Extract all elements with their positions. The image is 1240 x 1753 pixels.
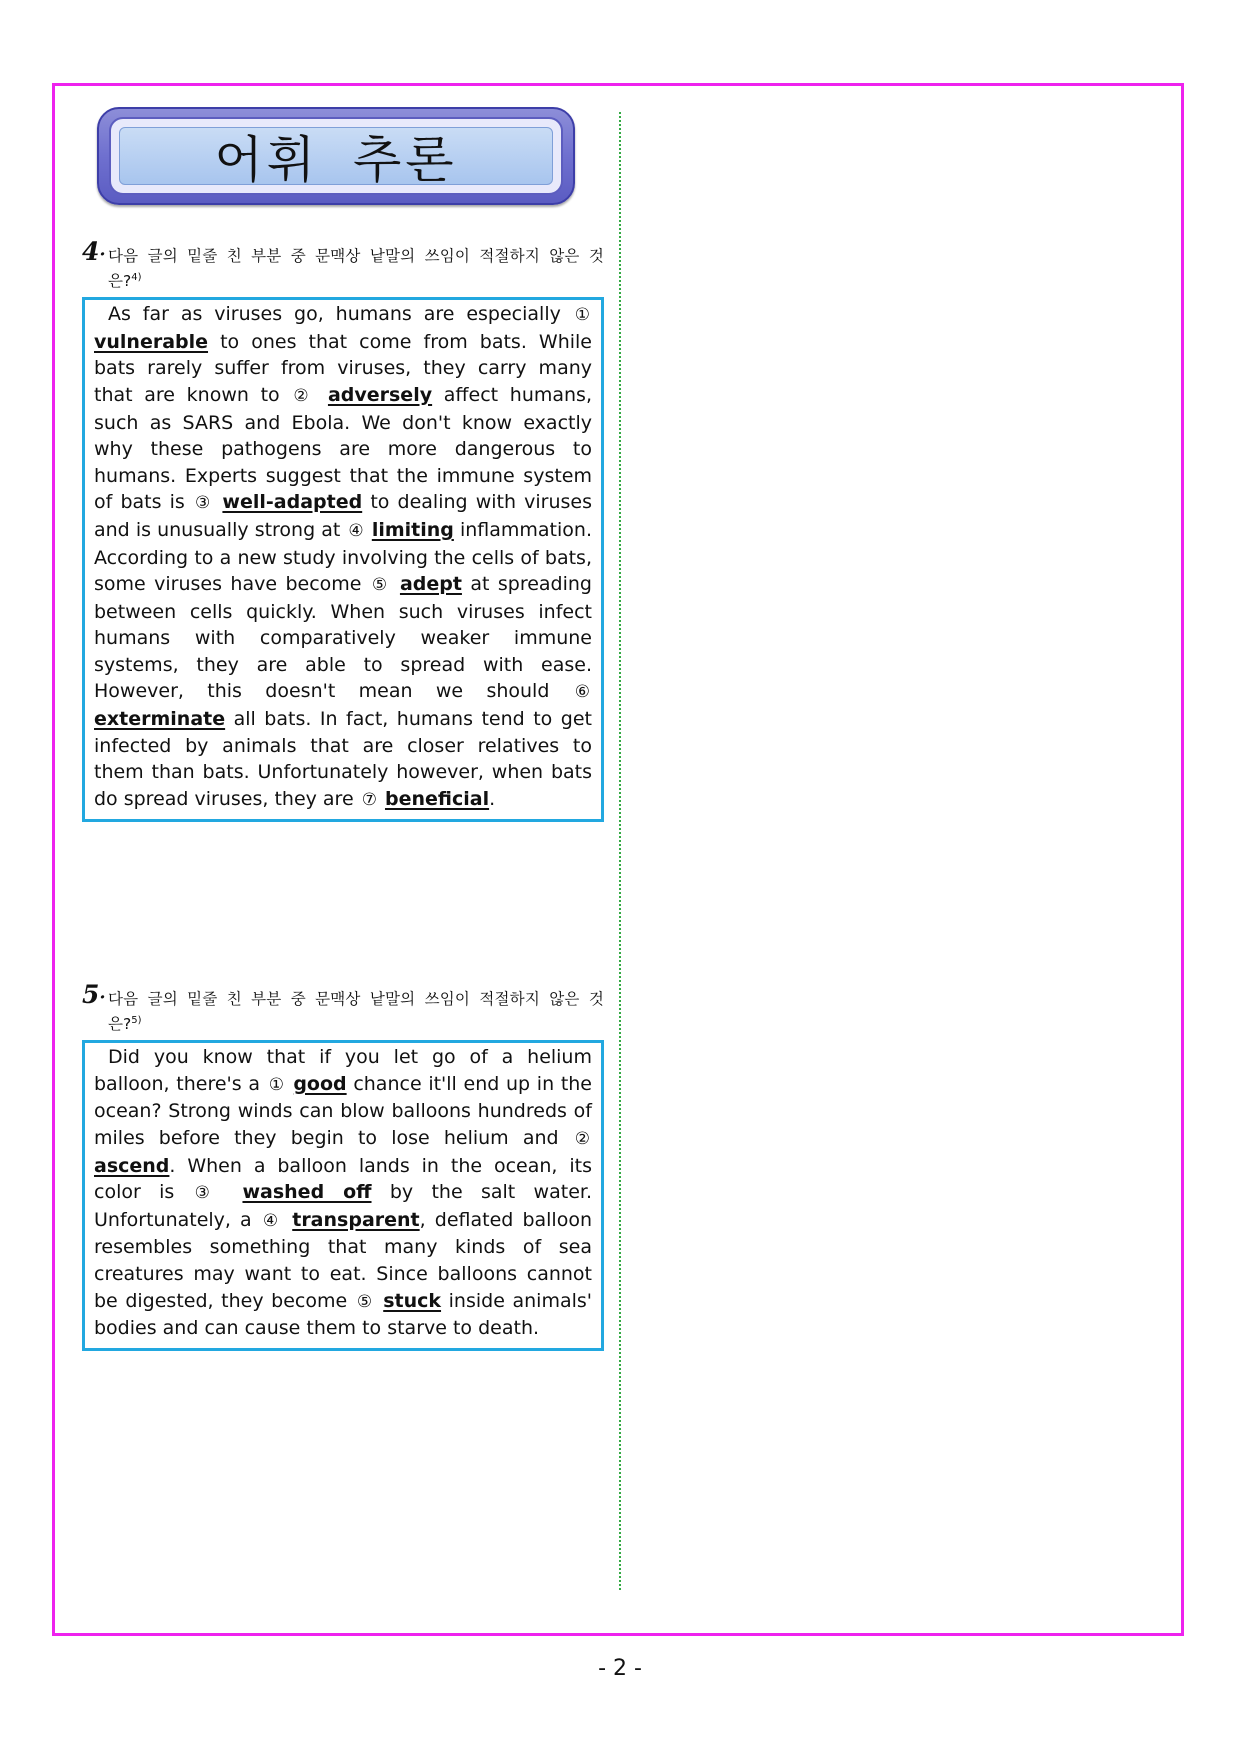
- passage-text: at spreading between cells quickly. When such viruses infect humans with comparatively weaker immune systems, they are able to spread with ease. However, this doesn't mean we should: [94, 573, 592, 703]
- section-title-banner: [97, 107, 575, 205]
- passage-text: by the salt water. Unfortunately, a: [94, 1181, 592, 1231]
- underlined-word: vulnerable: [94, 330, 209, 353]
- column-divider: [619, 112, 621, 1590]
- underlined-word: exterminate: [94, 708, 226, 731]
- choice-number: ②: [574, 1128, 590, 1149]
- underlined-word: ascend: [94, 1154, 170, 1177]
- passage-text: inside animals' bodies and can cause them to starve to death.: [94, 1289, 592, 1340]
- choice-number: ⑤: [371, 575, 390, 596]
- question-header: [82, 980, 604, 1035]
- passage-text: to dealing with viruses and is unusually strong at: [94, 491, 593, 541]
- question-number: 4·: [82, 237, 106, 266]
- footnote-ref: 5): [131, 1015, 142, 1026]
- question-prompt: 다음 글의 밑줄 친 부분 중 문맥상 낱말의 쓰임이 적절하지 않은 것: [108, 990, 604, 1008]
- question-prompt-continued: 은?$^{5)}$: [108, 1015, 142, 1034]
- choice-number: ②: [293, 385, 315, 406]
- underlined-word: stuck: [383, 1289, 442, 1312]
- choice-number: ⑤: [356, 1291, 374, 1312]
- passage-box: [82, 297, 604, 822]
- question-header: [82, 237, 604, 292]
- question-prompt: 다음 글의 밑줄 친 부분 중 문맥상 낱말의 쓰임이 적절하지 않은 것: [108, 247, 604, 265]
- passage-text: , deflated balloon resembles something that many kinds of sea creatures may want to eat. Since balloons cannot be digested, they become: [94, 1208, 592, 1312]
- choice-number: ①: [268, 1074, 285, 1095]
- choice-number: ③: [194, 493, 213, 514]
- question-4: [82, 237, 604, 822]
- underlined-word: good: [293, 1072, 347, 1095]
- passage-text: to ones that come from bats. While bats rarely suffer from viruses, they carry many that are known to: [94, 330, 592, 406]
- banner-frame: [109, 117, 563, 195]
- passage-box: [82, 1040, 604, 1351]
- choice-number: ④: [262, 1210, 282, 1231]
- passage-text: . When a balloon lands in the ocean, its color is: [94, 1154, 592, 1204]
- choice-number: ①: [574, 305, 590, 326]
- choice-number: ⑥: [574, 682, 590, 703]
- passage-text: .: [489, 787, 496, 810]
- page-number: - 2 -: [598, 1656, 642, 1681]
- underlined-word: adept: [399, 573, 462, 596]
- footnote-ref: 4): [131, 272, 142, 283]
- choice-number: ③: [194, 1183, 223, 1204]
- question-number: 5·: [82, 980, 106, 1009]
- choice-number: ④: [348, 520, 364, 541]
- underlined-word: beneficial: [384, 787, 490, 810]
- choice-number: ⑦: [361, 789, 377, 810]
- passage-text: Did you know that if you let go of a helium balloon, there's a: [94, 1046, 592, 1095]
- passage-text: all bats. In fact, humans tend to get infected by animals that are closer relatives to them than bats. Unfortunately however, when bats do spread viruses, they are: [94, 708, 592, 810]
- section-title: 어휘 추론: [214, 131, 458, 189]
- underlined-word: limiting: [371, 518, 454, 541]
- passage-text: As far as viruses go, humans are especially: [108, 303, 573, 326]
- question-5: [82, 980, 604, 1351]
- passage-text: chance it'll end up in the ocean? Strong winds can blow balloons hundreds of miles before they begin to lose helium and: [94, 1072, 592, 1149]
- banner-plate: [119, 127, 553, 189]
- passage-text: inflammation. According to a new study involving the cells of bats, some viruses have become: [94, 518, 592, 596]
- underlined-word: well-adapted: [222, 491, 363, 514]
- underlined-word: transparent: [292, 1208, 420, 1231]
- underlined-word: washed off: [242, 1181, 372, 1204]
- underlined-word: adversely: [327, 383, 433, 406]
- passage-text: affect humans, such as SARS and Ebola. We don't know exactly why these pathogens are more dangerous to humans. Experts suggest that the immune system of bats is: [94, 383, 593, 514]
- question-prompt-continued: 은?$^{4)}$: [108, 272, 142, 291]
